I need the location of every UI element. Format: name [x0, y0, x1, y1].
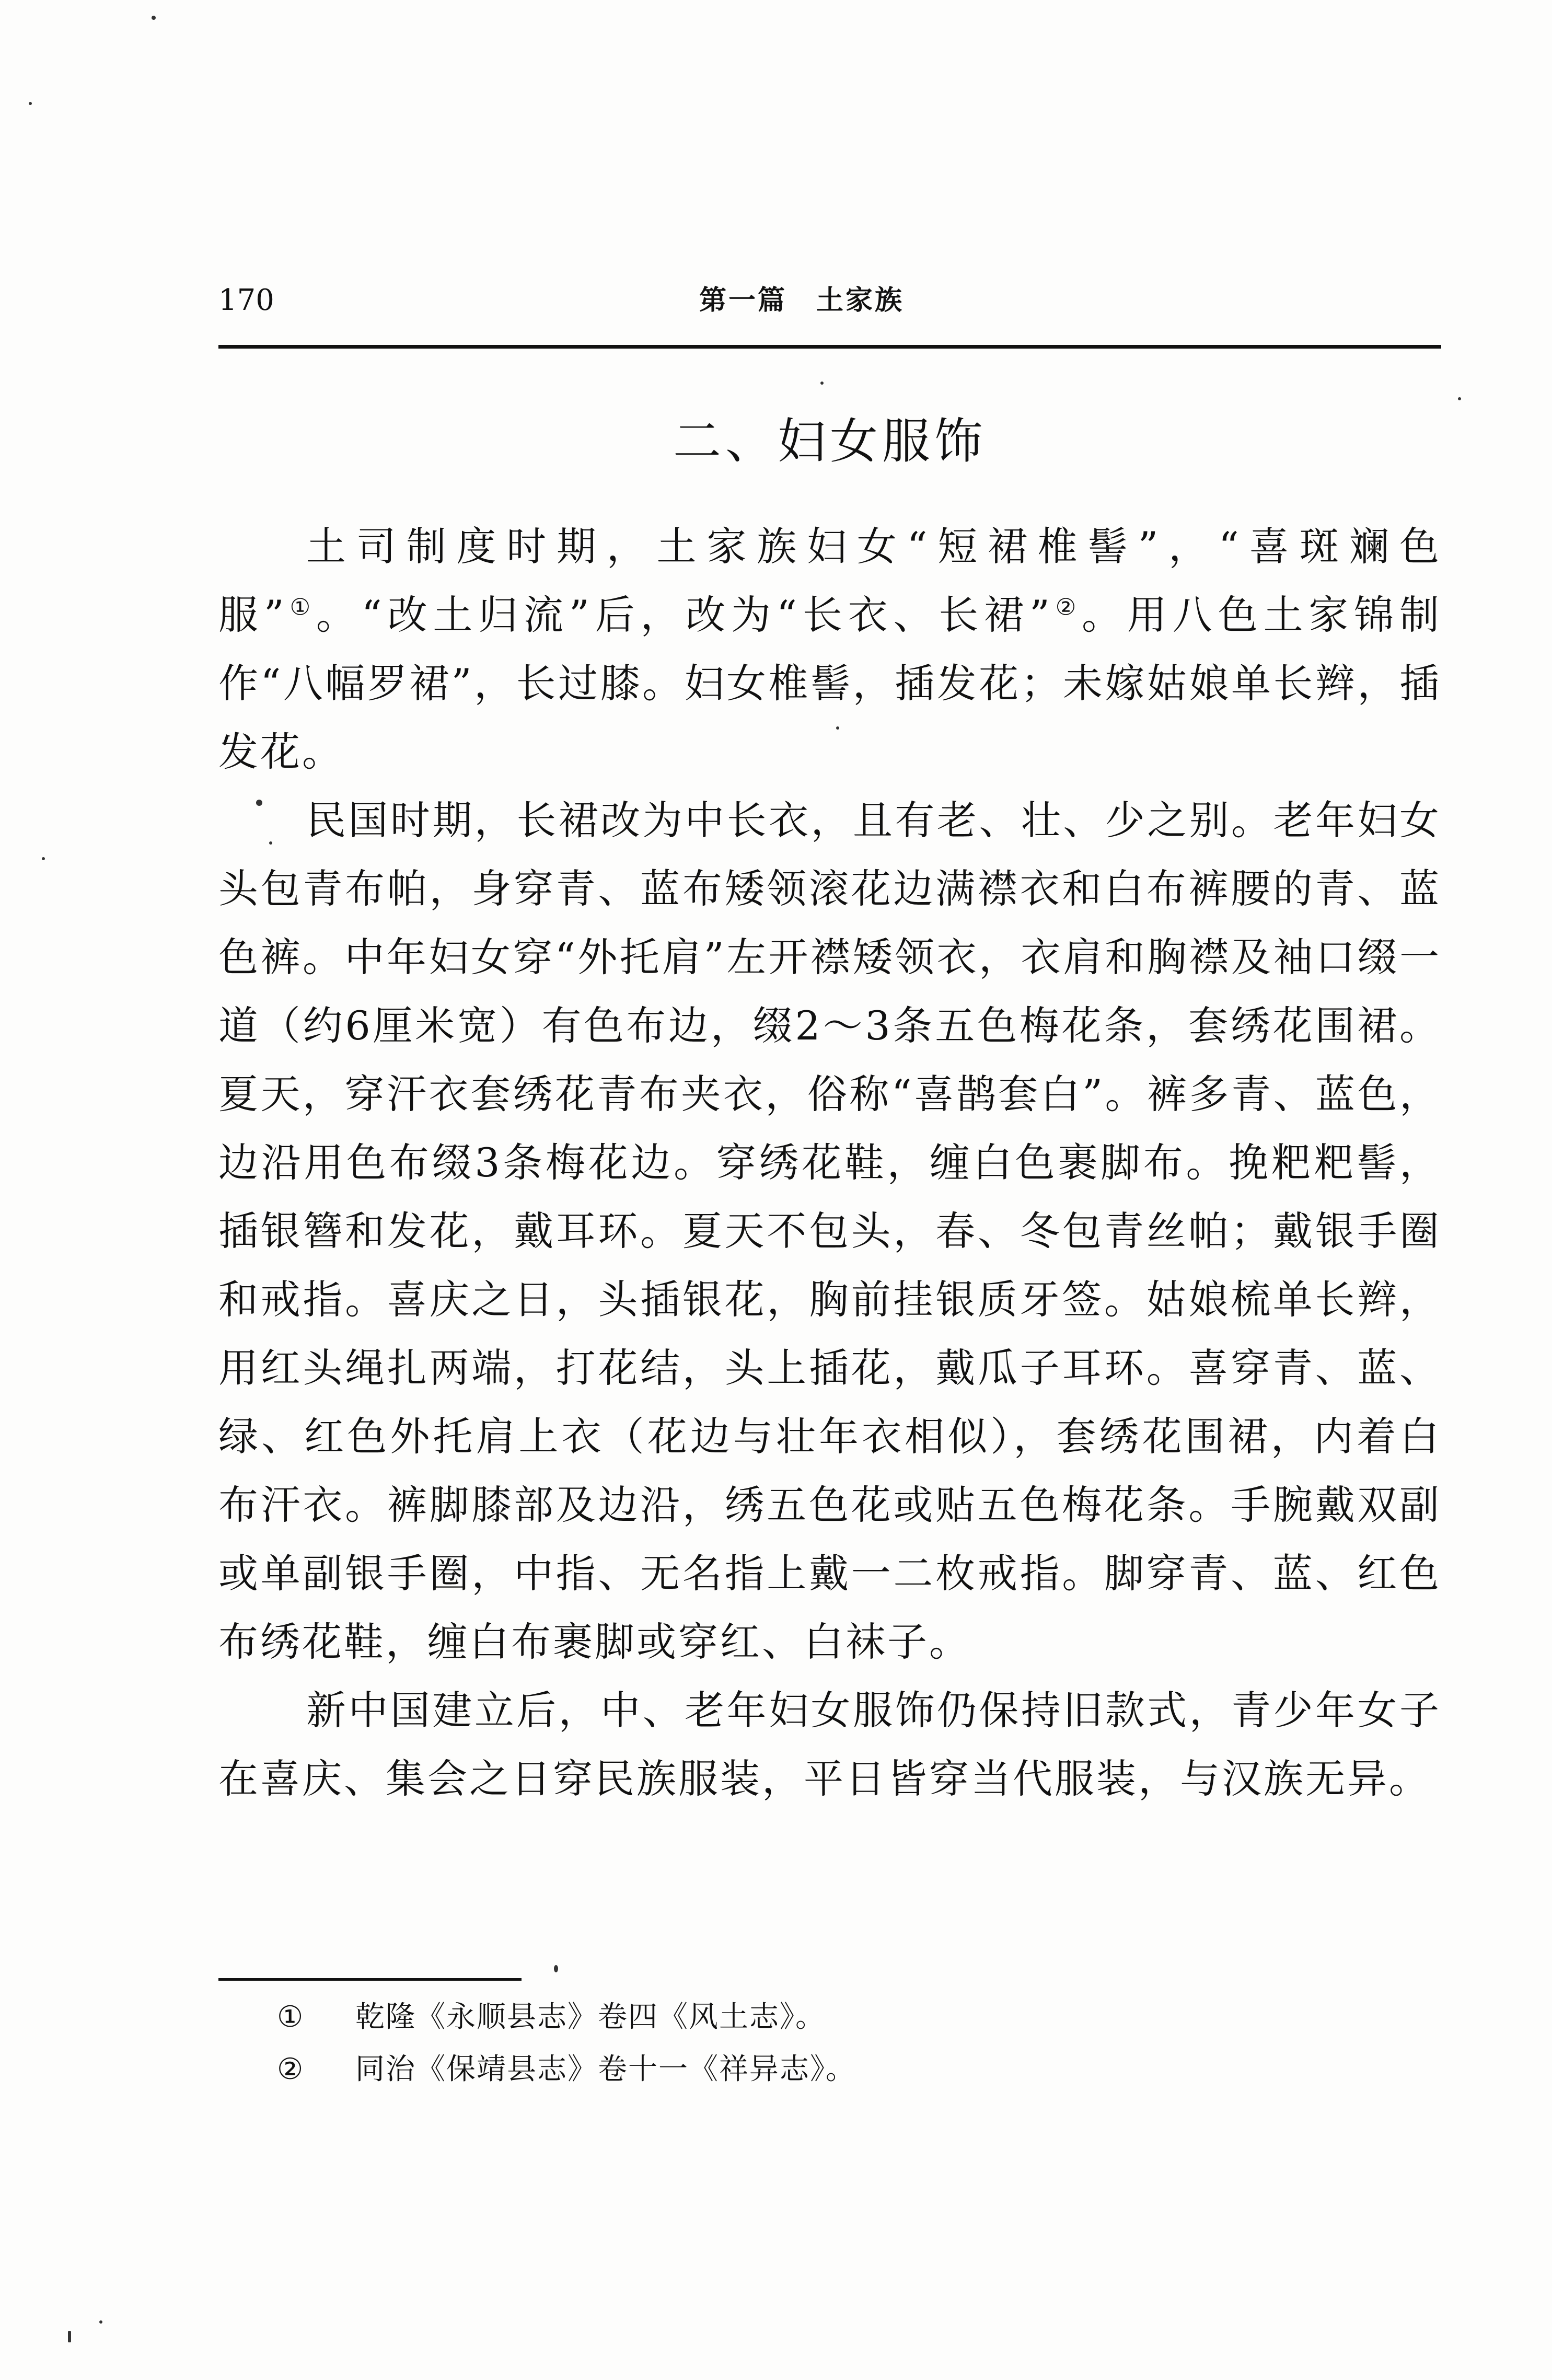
scan-speck [836, 726, 839, 730]
paragraph-text: 。“改土归流”后，改为“长衣、长裙” [316, 592, 1052, 638]
paragraph: 新中国建立后，中、老年妇女服饰仍保持旧款式，青少年女子在喜庆、集会之日穿民族服装，平日皆穿当代服装，与汉族无异。 [218, 1687, 1441, 1802]
footnote-text: 同治《保靖县志》卷十一《祥异志》。 [355, 2052, 856, 2086]
footnotes [277, 1991, 1427, 2096]
footnote-marker: ① [286, 594, 316, 621]
footnote [277, 1991, 1427, 2043]
paragraph-text: 。用八色土家锦制作“八幅罗裙”，长过膝。妇女椎髻，插发花；未嫁姑娘单长辫，插发花。 [218, 592, 1442, 775]
scan-speck [256, 800, 262, 806]
header-rule [218, 345, 1441, 349]
scan-speck [820, 382, 824, 385]
footnote-number: ② [277, 2052, 305, 2086]
scan-speck [554, 1965, 558, 1972]
running-title: 第一篇 土家族 [699, 285, 905, 316]
footnote-number: ① [277, 2000, 305, 2034]
page-number: 170 [218, 283, 274, 317]
scan-speck [152, 16, 156, 20]
footnote-marker: ② [1051, 594, 1082, 621]
footnote-text: 乾隆《永顺县志》卷四《风土志》。 [355, 2000, 826, 2034]
footnote [277, 2043, 1427, 2096]
scan-speck [99, 2320, 102, 2324]
scan-speck [269, 841, 272, 845]
scan-speck [29, 102, 32, 105]
paragraph: 民国时期，长裙改为中长衣，且有老、壮、少之别。老年妇女头包青布帕，身穿青、蓝布矮领滚花边满襟衣和白布裤腰的青、蓝色裤。中年妇女穿“外托肩”左开襟矮领衣，衣肩和胸襟及袖口缀一道（约6厘米宽）有色布边，缀2～3条五色梅花条，套绣花围裙。夏天，穿汗衣套绣花青布夹衣，俗称“喜鹊套白”。裤多青、蓝色，边沿用色布缀3条梅花边。穿绣花鞋，缠白色裹脚布。挽粑粑髻，插银簪和发花，戴耳环。夏天不包头，春、冬包青丝帕；戴银手圈和戒指。喜庆之日，头插银花，胸前挂银质牙签。姑娘梳单长辫，用红头绳扎两端，打花结，头上插花，戴瓜子耳环。喜穿青、蓝、绿、红色外托肩上衣（花边与壮年衣相似），套绣花围裙，内着白布汗衣。裤脚膝部及边沿，绣五色花或贴五色梅花条。手腕戴双副或单副银手圈，中指、无名指上戴一二枚戒指。脚穿青、蓝、红色布绣花鞋，缠白布裹脚或穿红、白袜子。 [218, 797, 1441, 1665]
body-text [218, 512, 1441, 1813]
scan-speck [42, 857, 45, 860]
footnote-rule [218, 1978, 522, 1981]
paragraph [218, 512, 1441, 786]
running-header [218, 277, 1441, 324]
paragraph-text: 土司制度时期，土家族妇女“短裙椎髻”，“喜斑斓色服” [218, 523, 1441, 638]
section-title: 二、妇女服饰 [673, 413, 987, 469]
scan-speck [1458, 397, 1461, 400]
scan-speck [68, 2331, 71, 2342]
